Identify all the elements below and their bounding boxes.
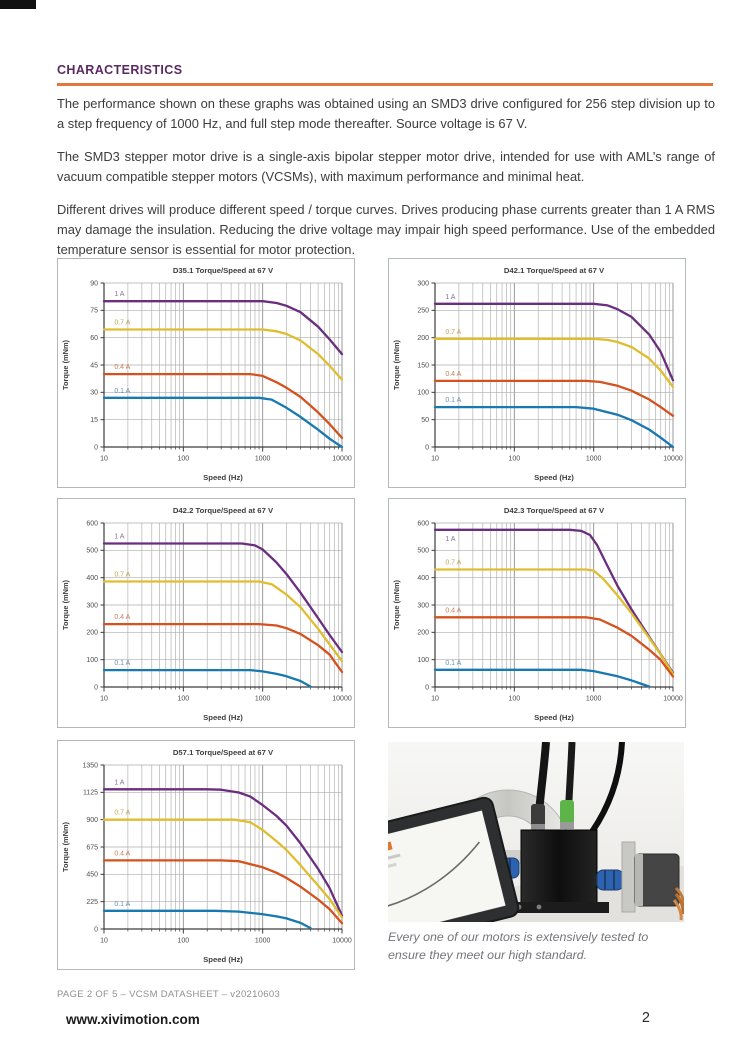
x-tick-label: 1000: [585, 455, 602, 463]
y-tick-label: 30: [90, 389, 98, 397]
series-line-1A: [435, 304, 673, 381]
series-line-0.1A: [435, 670, 649, 687]
chart-d35-1: [57, 258, 355, 488]
chart-title: D57.1 Torque/Speed at 67 V: [172, 748, 274, 757]
y-tick-label: 150: [417, 362, 429, 370]
chart-title: D42.1 Torque/Speed at 67 V: [503, 266, 605, 275]
coupling-right: [597, 870, 623, 890]
series-line-0.4A: [104, 374, 342, 438]
series-label: 1 A: [114, 533, 125, 541]
series-line-0.4A: [104, 624, 342, 672]
y-tick-label: 500: [86, 547, 98, 555]
y-tick-label: 675: [86, 844, 98, 852]
x-tick-label: 10000: [332, 695, 352, 703]
series-label: 0.7 A: [114, 571, 131, 579]
y-axis-label: Torque (mNm): [61, 822, 70, 872]
series-line-0.4A: [104, 860, 342, 923]
chart-svg: [58, 259, 354, 487]
series-line-0.4A: [435, 381, 673, 416]
y-tick-label: 200: [417, 629, 429, 637]
x-tick-label: 1000: [254, 695, 271, 703]
series-label: 0.4 A: [114, 850, 131, 858]
series-label: 0.1 A: [114, 900, 131, 908]
heading-underline: [57, 83, 713, 86]
y-tick-label: 0: [94, 926, 98, 934]
series-line-0.7A: [435, 339, 673, 387]
series-label: 0.4 A: [445, 370, 462, 378]
paragraph-drives: Different drives will produce different speed / torque curves. Drives producing phase currents greater than 1 A RMS may damage the insulation. Reducing the drive voltage may impair high speed performance. Use of the embedded temperature sensor is essential for motor protection.: [57, 202, 715, 257]
motor-faceplate: [635, 854, 643, 906]
y-tick-label: 0: [425, 444, 429, 452]
chart-d42-3: [388, 498, 686, 728]
bolt-2: [537, 905, 542, 910]
series-line-1A: [104, 544, 342, 653]
x-tick-label: 1000: [254, 455, 271, 463]
x-tick-label: 10: [431, 455, 439, 463]
chart-d57-1: [57, 740, 355, 970]
test-bench-photo: [388, 742, 684, 922]
series-label: 0.1 A: [445, 397, 462, 405]
y-tick-label: 400: [86, 575, 98, 583]
series-label: 0.7 A: [445, 328, 462, 336]
chart-title: D35.1 Torque/Speed at 67 V: [172, 266, 274, 275]
series-line-1A: [104, 789, 342, 915]
y-tick-label: 600: [86, 520, 98, 528]
x-tick-label: 10000: [663, 695, 683, 703]
series-label: 1 A: [114, 779, 125, 787]
y-tick-label: 450: [86, 871, 98, 879]
footer-website[interactable]: www.xivimotion.com: [66, 1012, 200, 1027]
y-tick-label: 300: [417, 280, 429, 288]
series-label: 1 A: [445, 293, 456, 301]
x-tick-label: 1000: [254, 937, 271, 945]
y-tick-label: 1125: [82, 789, 98, 797]
y-tick-label: 225: [86, 899, 98, 907]
y-tick-label: 0: [425, 684, 429, 692]
y-tick-label: 400: [417, 575, 429, 583]
series-label: 0.4 A: [114, 364, 131, 372]
y-tick-label: 90: [90, 280, 98, 288]
y-tick-label: 100: [417, 657, 429, 665]
y-tick-label: 900: [86, 817, 98, 825]
sensor-base: [509, 902, 609, 913]
paragraph-performance: The performance shown on these graphs was obtained using an SMD3 drive configured for 256 step division up to a step frequency of 1000 Hz, and full step mode thereafter. Source voltage is 67 V.: [57, 96, 715, 131]
section-heading: CHARACTERISTICS: [57, 63, 183, 77]
chart-svg: [58, 499, 354, 727]
x-tick-label: 10: [100, 695, 108, 703]
y-tick-label: 300: [417, 602, 429, 610]
chart-svg: [389, 259, 685, 487]
series-label: 0.1 A: [114, 660, 131, 668]
series-label: 1 A: [445, 535, 456, 543]
x-axis-label: Speed (Hz): [534, 713, 574, 722]
paragraph-smd3: The SMD3 stepper motor drive is a single-axis bipolar stepper motor drive, intended for use with AML’s range of vacuum compatible stepper motors (VCSMs), with maximum performance and minimal heat.: [57, 149, 715, 184]
series-label: 0.7 A: [114, 809, 131, 817]
series-label: 0.7 A: [445, 559, 462, 567]
series-label: 0.1 A: [445, 659, 462, 667]
y-tick-label: 15: [90, 417, 98, 425]
scan-artifact: [0, 0, 36, 9]
y-tick-label: 600: [417, 520, 429, 528]
series-line-0.7A: [104, 330, 342, 380]
y-axis-label: Torque (mNm): [392, 580, 401, 630]
connector-green-ring: [560, 822, 574, 829]
series-line-0.7A: [104, 582, 342, 662]
x-tick-label: 100: [177, 455, 190, 463]
x-axis-label: Speed (Hz): [203, 955, 243, 964]
y-tick-label: 500: [417, 547, 429, 555]
x-tick-label: 10000: [332, 455, 352, 463]
y-tick-label: 1350: [82, 762, 98, 770]
series-line-0.7A: [104, 820, 342, 918]
x-tick-label: 100: [177, 937, 190, 945]
series-label: 0.4 A: [114, 614, 131, 622]
chart-d42-1: [388, 258, 686, 488]
series-label: 0.4 A: [445, 607, 462, 615]
y-tick-label: 100: [86, 657, 98, 665]
x-axis-label: Speed (Hz): [203, 713, 243, 722]
x-tick-label: 100: [508, 695, 521, 703]
y-tick-label: 60: [90, 335, 98, 343]
chart-title: D42.3 Torque/Speed at 67 V: [503, 506, 605, 515]
motor-bracket: [622, 842, 635, 912]
x-axis-label: Speed (Hz): [203, 473, 243, 482]
y-tick-label: 100: [417, 389, 429, 397]
y-tick-label: 0: [94, 684, 98, 692]
series-line-0.1A: [104, 398, 342, 447]
y-tick-label: 50: [421, 417, 429, 425]
x-tick-label: 10: [431, 695, 439, 703]
series-line-0.1A: [435, 407, 673, 447]
y-axis-label: Torque (mNm): [61, 580, 70, 630]
x-tick-label: 100: [508, 455, 521, 463]
y-tick-label: 200: [86, 629, 98, 637]
chart-svg: [58, 741, 354, 969]
x-axis-label: Speed (Hz): [534, 473, 574, 482]
y-tick-label: 200: [417, 335, 429, 343]
y-tick-label: 0: [94, 444, 98, 452]
series-line-1A: [435, 530, 673, 673]
chart-title: D42.2 Torque/Speed at 67 V: [172, 506, 274, 515]
series-label: 1 A: [114, 291, 125, 299]
x-tick-label: 10000: [332, 937, 352, 945]
series-label: 0.1 A: [114, 387, 131, 395]
series-line-0.7A: [435, 570, 673, 674]
photo-caption: Every one of our motors is extensively tested to ensure they meet our high standard.: [388, 930, 649, 962]
y-tick-label: 250: [417, 307, 429, 315]
chart-svg: [389, 499, 685, 727]
y-tick-label: 300: [86, 602, 98, 610]
chart-d42-2: [57, 498, 355, 728]
y-tick-label: 45: [90, 362, 98, 370]
sensor-block: [521, 830, 597, 906]
x-tick-label: 100: [177, 695, 190, 703]
x-tick-label: 10000: [663, 455, 683, 463]
x-tick-label: 1000: [585, 695, 602, 703]
footer-meta: PAGE 2 OF 5 – VCSM DATASHEET – v20210603: [57, 989, 281, 1000]
x-tick-label: 10: [100, 937, 108, 945]
series-line-0.4A: [435, 617, 673, 676]
page-number: 2: [641, 1010, 650, 1026]
y-axis-label: Torque (mNm): [61, 340, 70, 390]
y-axis-label: Torque (mNm): [392, 340, 401, 390]
x-tick-label: 10: [100, 455, 108, 463]
series-label: 0.7 A: [114, 319, 131, 327]
y-tick-label: 75: [90, 307, 98, 315]
